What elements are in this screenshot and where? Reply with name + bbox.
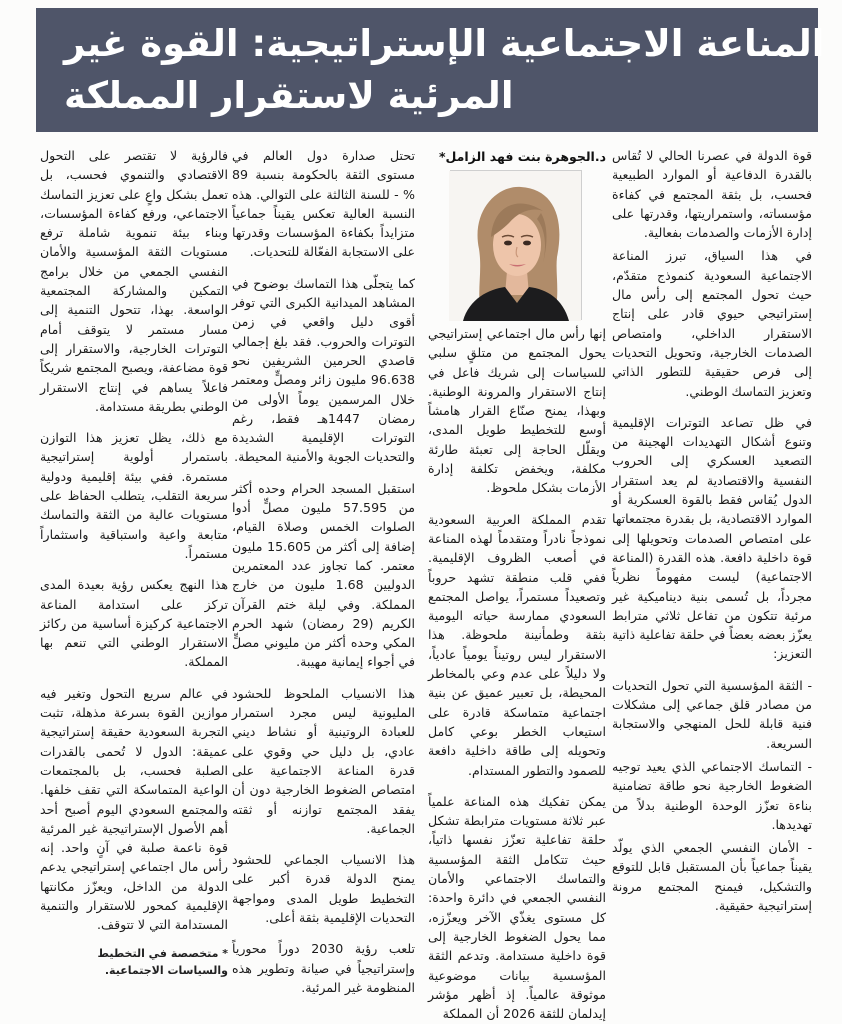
paragraph: - التماسك الاجتماعي الذي يعيد توجيه الضغوط الخارجية نحو طاقة تضامنية بناءة تعزّز الوحدة الوطنية بدلاً من تهديدها. — [612, 758, 812, 832]
article-column-2 — [428, 146, 606, 1022]
paragraph: - الأمان النفسي الجمعي الذي يولّد يقيناً جماعياً بأن المستقبل قابل للتوقع والتشكيل، فيمنح المجتمع مرونة إستراتيجية حقيقية. — [612, 840, 812, 913]
paragraph: تلعب رؤية 2030 دوراً محورياً وإستراتيجياً في صيانة وتطوير هذه المنظومة غير المرئية. — [232, 941, 415, 995]
author-photo-illustration — [449, 171, 581, 321]
paragraph: يمكن تفكيك هذه المناعة علمياً عبر ثلاثة مستويات مترابطة تشكل حلقة تفاعلية تعزّز نفسها ذاتياً، حيث تتكامل الثقة المؤسسية والتماسك الاجتماعي والأمان النفسي الجمعي في دائرة واحدة: كل مستوى يغذّي الآخر ويعزّزه، مما يحول الضغوط الخارجية إلى قوة داخلية مستدامة. وتدعم الثقة المؤسسية بيانات موضوعية موثوقة عالمياً. إذ أظهر مؤشر إيدلمان للثقة 2026 أن المملكة — [428, 793, 606, 1022]
paragraph: فالرؤية لا تقتصر على التحول الاقتصادي والتنموي فحسب، بل تعمل بشكل واعٍ على تعزيز التماسك الاجتماعي، ورفع كفاءة المؤسسات، وبناء بيئة تنموية شاملة ترفع مستويات الثقة المؤسسية والأمان النفسي الجمعي من خلال برامج التمكين والمشاركة المجتمعية الواسعة. بهذا، تتحول التنمية إلى مسار مستمر لا يتوقف أمام التوترات الخارجية، والاستقرار إلى قوة مضاعفة، ويصبح المجتمع شريكاً فاعلاً يساهم في إنتاج الاستقرار الوطني بطريقة مستدامة. — [40, 148, 228, 414]
paragraph: إنها رأس مال اجتماعي إستراتيجي يحول المجتمع من متلقٍ سلبي للسياسات إلى شريك فاعل في إنتاج الاستقرار والمرونة الوطنية. وبهذا، يمنح صنّاع القرار هامشاً أوسع للتخطيط طويل المدى، ويقلّل الحاجة إلى تعبئة طارئة مكلفة، ويخفض تكلفة إدارة الأزمات بشكل ملحوظ. — [428, 326, 606, 496]
paragraph: هذا الانسياب الجماعي للحشود يمنح الدولة قدرة أكبر على التخطيط طويل المدى ومواجهة التحديات الإقليمية بثقة أعلى. — [232, 852, 415, 925]
article-column-3 — [232, 146, 415, 1002]
headline-line-2: المرئية لاستقرار المملكة — [64, 74, 514, 117]
paragraph: قوة الدولة في عصرنا الحالي لا تُقاس بالقدرة الدفاعية أو الموارد الطبيعية فحسب، بل بثقة المجتمع في كفاءة مؤسساته، واستمراريتها، وقدرتها على إدارة الأزمات والصدمات بفعالية. — [612, 148, 812, 241]
article-column-4 — [40, 146, 228, 1002]
paragraph: في هذا السياق، تبرز المناعة الاجتماعية السعودية كنموذج متقدّم، حيث تحول المجتمع إلى رأس مال إستراتيجي حيوي قادر على إنتاج الاستقرار الداخلي، وامتصاص الصدمات الخارجية، وتحويل التحديات إلى فرص حقيقية للتطور الذاتي وتعزيز التماسك الوطني. — [612, 248, 812, 399]
headline-banner — [36, 8, 825, 132]
headline-line-1: المناعة الاجتماعية الإستراتيجية: القوة غير — [64, 22, 825, 65]
author-byline: د.الجوهرة بنت فهد الزامل* — [438, 149, 606, 164]
author-block — [428, 146, 606, 324]
paragraph: مع ذلك، يظل تعزيز هذا التوازن باستمرار أولوية إستراتيجية مستمرة. ففي بيئة إقليمية ودولية سريعة التقلب، يتطلب الحفاظ على مستويات عالية من الثقة والتماسك متابعة واعية واستباقية واستثماراً مستمراً. — [40, 430, 228, 561]
paragraph: كما يتجلّى هذا التماسك بوضوح في المشاهد الميدانية الكبرى التي توفر أقوى دليل واقعي في زمن التوترات والحروب. فقد بلغ إجمالي قاصدي الحرمين الشريفين نحو 96.638 مليون زائر ومصلٍّ ومعتمر خلال المرسمين يوماً الأولى من رمضان 1447هـ فقط، رغم التوترات الإقليمية الشديدة والتحديات الجوية والأمنية المحيطة. — [232, 275, 415, 465]
author-footnote: * متخصصة في التخطيط والسياسات الاجتماعية. — [97, 946, 228, 977]
paragraph: - الثقة المؤسسية التي تحول التحديات من مصادر قلق جماعي إلى مشكلات فنية قابلة للحل المنهجي والاستجابة السريعة. — [612, 677, 812, 751]
paragraph: استقبل المسجد الحرام وحده أكثر من 57.595 مليون مصلٍّ أدوا الصلوات الخمس وصلاة القيام، إضافة إلى أكثر من 15.605 مليون معتمر. كما تجاوز عدد المعتمرين الدوليين 1.68 مليون من خارج المملكة. وفي ليلة ختم القرآن الكريم (29 رمضان) شهد الحرم المكي وحده أكثر من مليوني مصلٍّ في أجواء إيمانية مهيبة. — [232, 480, 416, 670]
paragraph: في ظل تصاعد التوترات الإقليمية وتنوع أشكال التهديدات الهجينة من التصعيد العسكري إلى الحروب النفسية والاقتصادية لم يعد استقرار الدول يُقاس فقط بالقوة العسكرية أو الموارد الاقتصادية، بل بقدرة مجتمعاتها على امتصاص الصدمات وتحويلها إلى قوة داخلية دافعة. هذه القدرة (المناعة الاجتماعية) ليست مفهوماً نظرياً مجرداً، بل تُسمى بنية ديناميكية غير مرئية تتكون من تفاعل ثلاثي مترابط يعزّز بعضه بعضاً في حلقة تفاعلية ذاتية التعزيز: — [612, 414, 812, 662]
paragraph: هذا الانسياب الملحوظ للحشود المليونية ليس مجرد استمرار للعبادة الروتينية أو نشاط ديني عادي، بل دليل حي وقوي على قدرة المناعة الاجتماعية على امتصاص الضغوط الخارجية دون أن يفقد المجتمع توازنه أو ثقته الجماعية. — [232, 685, 415, 836]
paragraph: في عالم سريع التحول وتغير فيه موازين القوة بسرعة مذهلة، تثبت التجربة السعودية حقيقة إستراتيجية عميقة: الدول لا تُحمى بالقدرات الصلبة فحسب، بل بالمجتمعات الواعية المتماسكة التي تقف خلفها. والمجتمع السعودي اليوم أصبح أحد أهم الأصول الإستراتيجية غير المرئية قوة ناعمة صلبة في آنٍ واحد. إنه رأس مال اجتماعي إستراتيجي يدعم الدولة من الداخل، ويعزّز مكانتها الإقليمية كمحور للاستقرار والتنمية المستدامة التي لا تتوقف. — [40, 685, 228, 933]
paragraph: هذا النهج يعكس رؤية بعيدة المدى تركز على استدامة المناعة الاجتماعية كركيزة أساسية من ركائز الاستقرار الوطني التي تنعم بها المملكة. — [40, 577, 228, 670]
paragraph: تقدم المملكة العربية السعودية نموذجاً نادراً ومتقدماً لهذه المناعة في أصعب الظروف الإقليمية. ففي قلب منطقة تشهد حروباً وتصعيداً مستمراً، يواصل المجتمع السعودي ممارسة حياته اليومية بثقة وطمأنينة ملحوظة. هذا الاستقرار ليس روتيناً يومياً عادياً، ولا دليلاً على عدم وعي بالمخاطر المحيطة، بل تعبير عميق عن بنية اجتماعية متماسكة قادرة على استيعاب الخطر بوعي كامل وتحويله إلى طاقة داخلية دافعة للصمود والتطور المستدام. — [428, 511, 606, 778]
author-portrait — [450, 170, 582, 320]
paragraph: تحتل صدارة دول العالم في مستوى الثقة بالحكومة بنسبة 89 % - للسنة الثالثة على التوالي. هذه النسبة العالية تعكس يقيناً جماعياً متزايداً بكفاءة المؤسسات وقدرتها على الاستجابة الفعّالة للتحديات. — [232, 148, 415, 260]
article-column-1 — [612, 146, 812, 1002]
